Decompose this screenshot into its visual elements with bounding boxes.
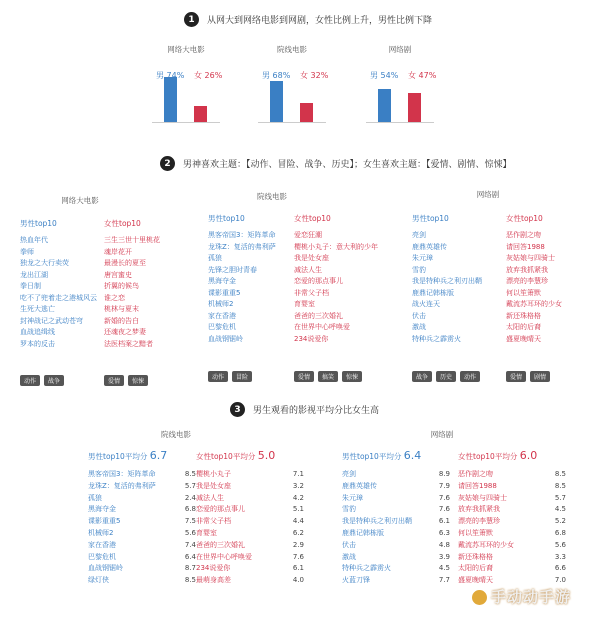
bar-male	[378, 89, 391, 122]
title-name: 火蓝刀锋	[342, 576, 370, 585]
title-score: 6.8	[184, 505, 196, 514]
score-row	[196, 516, 304, 528]
bar-chart-title: 网络剧	[388, 45, 412, 54]
male-top10-label: 男性top10	[412, 214, 449, 223]
list-item: 魂岸花开	[104, 247, 132, 256]
group-title: 院线电影	[257, 192, 287, 201]
score-row	[342, 563, 450, 575]
title-name: 最萌身高差	[196, 576, 231, 585]
group-title: 院线电影	[161, 430, 191, 439]
title-score: 4.5	[438, 564, 450, 573]
watermark	[472, 586, 571, 607]
section-2-number: 2	[160, 156, 175, 171]
section-2-text: 男神喜欢主题：【动作、冒险、战争、历史】；女生喜欢主题：【爱情、剧情、惊悚】	[183, 160, 512, 170]
score-row	[196, 504, 304, 516]
title-score: 6.1	[438, 517, 450, 526]
average-score: 6.7	[149, 449, 168, 462]
title-score: 6.6	[554, 564, 566, 573]
list-item: 热血年代	[20, 236, 48, 244]
list-item: 谍影重重5	[208, 288, 241, 297]
section-3-title	[230, 402, 379, 417]
title-name: 雪豹	[342, 505, 356, 514]
list-item: 在世界中心呼唤爱	[294, 323, 350, 331]
list-item: 盛夏晚晴天	[506, 334, 541, 343]
list-item: 恶作剧之吻	[506, 231, 541, 239]
male-top10-label: 男性top10	[20, 219, 57, 228]
average-score: 5.0	[257, 449, 276, 462]
header-text: 男性top10平均分	[88, 452, 148, 461]
score-row	[88, 575, 196, 587]
female-average-header	[458, 449, 537, 462]
bar-male-label	[370, 70, 398, 81]
list-item: 请回答1988	[506, 242, 545, 251]
list-item: 新婚的告白	[104, 316, 139, 325]
title-name: 新还珠格格	[458, 552, 493, 561]
bar-chart-baseline	[366, 122, 434, 123]
title-name: 234说爱你	[196, 564, 231, 573]
title-score: 6.1	[292, 564, 304, 573]
list-item: 戴流苏耳环的少女	[506, 300, 562, 308]
list-item: 灰姑娘与四骑士	[506, 254, 555, 262]
female-top10-list	[104, 235, 160, 350]
title-score: 3.2	[292, 481, 304, 490]
title-name: 黑客帝国3：矩阵革命	[88, 470, 156, 478]
list-item: 还魂夜之梦妻	[104, 328, 146, 336]
genre-tag: 爱情	[506, 371, 526, 382]
list-item: 减法人生	[294, 265, 322, 274]
section-2-title	[160, 156, 512, 171]
score-row	[458, 504, 566, 516]
list-item: 雪豹	[412, 265, 426, 274]
list-item: 折翼的候鸟	[104, 282, 139, 290]
average-score: 6.4	[403, 449, 422, 462]
title-name: 放弃我抓紧我	[458, 505, 500, 514]
genre-tag: 冒险	[232, 371, 252, 382]
title-score: 8.7	[184, 564, 196, 573]
title-name: 机械师2	[88, 528, 114, 537]
male-tags	[412, 371, 480, 382]
score-row	[458, 528, 566, 540]
title-score: 8.5	[184, 576, 196, 585]
score-row	[458, 552, 566, 564]
score-row	[342, 540, 450, 552]
series-name: 女	[408, 71, 416, 80]
bar-male	[164, 77, 177, 122]
title-score: 6.8	[554, 528, 566, 537]
genre-tag: 剧情	[530, 371, 550, 382]
list-item: 法医档案之黯者	[104, 339, 153, 348]
title-name: 鹿鼎记韩栋版	[342, 528, 384, 537]
male-top10-list	[412, 230, 482, 345]
female-tags	[104, 375, 148, 386]
list-item: 特种兵之霹雳火	[412, 334, 461, 343]
male-score-list	[342, 469, 450, 587]
score-row	[88, 540, 196, 552]
list-item: 最漫长的夏至	[104, 259, 146, 267]
list-item: 三生三世十里桃花	[104, 236, 160, 244]
title-score: 4.0	[292, 576, 304, 585]
score-row	[196, 469, 304, 481]
list-item: 非常父子档	[294, 288, 329, 297]
title-score: 8.5	[554, 481, 566, 490]
score-row	[196, 540, 304, 552]
title-name: 我是特种兵之利刃出鞘	[342, 517, 412, 526]
title-name: 恋爱的那点事儿	[196, 505, 245, 514]
series-name: 男	[156, 71, 164, 80]
title-name: 黑海夺金	[88, 505, 116, 514]
title-name: 漂亮的李慧珍	[458, 517, 500, 526]
list-item: 朱元璋	[412, 254, 433, 262]
series-name: 男	[262, 71, 270, 80]
score-row	[342, 481, 450, 493]
title-name: 血战钢锯岭	[88, 564, 123, 573]
title-name: 激战	[342, 552, 356, 561]
list-item: 放弃我抓紧我	[506, 265, 548, 274]
bar-chart-title: 网络大电影	[167, 45, 205, 54]
title-score: 8.5	[554, 470, 566, 478]
title-score: 7.6	[438, 493, 450, 502]
bar-female-label	[194, 70, 222, 81]
header-text: 女性top10平均分	[196, 452, 256, 461]
bar-male-label	[262, 70, 290, 81]
title-score: 7.7	[438, 576, 450, 585]
score-row	[88, 516, 196, 528]
score-row	[88, 528, 196, 540]
series-name: 女	[300, 71, 308, 80]
title-name: 太阳的后裔	[458, 564, 493, 573]
header-text: 男性top10平均分	[342, 452, 402, 461]
male-tags	[20, 375, 64, 386]
list-item: 生死大逃亡	[20, 305, 55, 313]
female-top10-label: 女性top10	[104, 219, 141, 228]
female-score-list	[458, 469, 566, 587]
bar-female	[300, 103, 313, 122]
title-score: 4.8	[438, 540, 450, 549]
genre-tag: 爱情	[104, 375, 124, 386]
score-row	[458, 516, 566, 528]
female-top10-list	[506, 230, 562, 345]
bar-female	[194, 106, 207, 122]
title-score: 8.5	[184, 470, 196, 478]
title-score: 7.4	[184, 540, 196, 549]
title-name: 盛夏晚晴天	[458, 576, 493, 585]
list-item: 吃不了兜着走之港城风云	[20, 293, 97, 302]
section-3-text: 男生观看的影视平均分比女生高	[253, 406, 380, 416]
title-name: 我是处女座	[196, 481, 231, 490]
value-label: 47%	[418, 71, 437, 80]
title-score: 5.7	[554, 493, 566, 502]
list-item: 巴黎危机	[208, 323, 236, 331]
score-row	[342, 528, 450, 540]
list-item: 机械师2	[208, 300, 234, 308]
title-score: 3.3	[554, 552, 566, 561]
female-top10-list	[294, 230, 378, 345]
header-text: 女性top10平均分	[458, 452, 518, 461]
list-item: 龙出江湖	[20, 270, 48, 279]
list-item: 龙珠Z：复活的弗利萨	[208, 242, 276, 251]
section-1-text: 从网大到网络电影到网剧，女性比例上升，男性比例下降	[207, 16, 433, 26]
genre-tag: 动作	[208, 371, 228, 382]
list-item: 伏击	[412, 311, 426, 320]
value-label: 32%	[310, 71, 329, 80]
average-score: 6.0	[519, 449, 538, 462]
list-item: 桃林与夏末	[104, 305, 139, 313]
score-row	[196, 493, 304, 505]
list-item: 血战钢锯岭	[208, 334, 243, 343]
score-row	[342, 469, 450, 481]
title-name: 何以笙箫默	[458, 528, 493, 537]
title-name: 谍影重重5	[88, 517, 121, 526]
bar-charts	[0, 38, 594, 138]
female-top10-label: 女性top10	[294, 214, 331, 223]
score-row	[342, 504, 450, 516]
bar-chart-baseline	[258, 122, 326, 123]
series-name: 男	[370, 71, 378, 80]
list-item: 太阳的后裔	[506, 323, 541, 331]
female-score-list	[196, 469, 304, 587]
title-name: 鹿鼎英雄传	[342, 481, 377, 490]
score-row	[88, 552, 196, 564]
list-item: 鹿鼎英雄传	[412, 242, 447, 251]
title-score: 6.4	[184, 552, 196, 561]
title-score: 4.4	[292, 517, 304, 526]
title-score: 4.2	[292, 493, 304, 502]
list-item: 激战	[412, 323, 426, 331]
score-row	[458, 563, 566, 575]
genre-tag: 动作	[20, 375, 40, 386]
score-row	[342, 575, 450, 587]
list-item: 独龙之大行卖荧	[20, 259, 69, 267]
title-name: 樱桃小丸子	[196, 470, 231, 478]
title-name: 家在香港	[88, 540, 116, 549]
score-row	[88, 563, 196, 575]
list-item: 封神战记之武动苍穹	[20, 316, 83, 325]
score-row	[342, 493, 450, 505]
title-name: 绿灯侠	[88, 576, 109, 585]
title-name: 减法人生	[196, 493, 224, 502]
score-row	[196, 528, 304, 540]
title-score: 7.1	[292, 470, 304, 478]
title-score: 3.9	[438, 552, 450, 561]
genre-tag: 惊悚	[342, 371, 362, 382]
section-1-number: 1	[184, 12, 199, 27]
list-item: 漂亮的李慧珍	[506, 277, 548, 285]
title-name: 孤狼	[88, 493, 102, 502]
bar-male	[270, 81, 283, 122]
male-tags	[208, 371, 252, 382]
section-3-number: 3	[230, 402, 245, 417]
title-score: 5.1	[292, 505, 304, 514]
section-1-title	[184, 12, 432, 27]
score-row	[196, 563, 304, 575]
title-name: 恶作剧之吻	[458, 470, 493, 478]
title-name: 爸爸的三次婚礼	[196, 540, 245, 549]
list-item: 我是特种兵之利刃出鞘	[412, 277, 482, 285]
score-lists	[0, 425, 594, 610]
title-score: 2.4	[184, 493, 196, 502]
title-score: 8.9	[438, 470, 450, 478]
genre-tag: 战争	[44, 375, 64, 386]
title-name: 巴黎危机	[88, 552, 116, 561]
title-score: 6.2	[292, 528, 304, 537]
score-row	[458, 481, 566, 493]
bar-chart-baseline	[152, 122, 220, 123]
list-item: 亮剑	[412, 231, 426, 239]
female-tags	[506, 371, 550, 382]
score-row	[88, 504, 196, 516]
score-row	[458, 469, 566, 481]
score-row	[458, 493, 566, 505]
list-item: 血战追缉线	[20, 328, 55, 336]
title-score: 7.0	[554, 576, 566, 585]
list-item: 先锋之胆时青春	[208, 265, 257, 274]
male-score-list	[88, 469, 196, 587]
title-name: 戴流苏耳环的少女	[458, 540, 514, 549]
title-name: 非常父子档	[196, 517, 231, 526]
list-item: 谁之恋	[104, 293, 125, 302]
watermark-text: 手动动手游	[491, 588, 572, 606]
genre-tag: 动作	[460, 371, 480, 382]
score-row	[458, 540, 566, 552]
list-item: 唐宫蜜史	[104, 270, 132, 279]
female-average-header	[196, 449, 275, 462]
list-item: 孤狼	[208, 254, 222, 262]
title-name: 在世界中心呼唤爱	[196, 552, 252, 561]
list-item: 育婴室	[294, 300, 315, 308]
score-row	[88, 469, 196, 481]
list-item: 黑海夺金	[208, 277, 236, 285]
title-score: 7.9	[438, 481, 450, 490]
list-item: 鹿鼎记韩栋版	[412, 288, 454, 297]
score-row	[88, 493, 196, 505]
group-title: 网络剧	[430, 430, 454, 439]
male-average-header	[342, 449, 421, 462]
title-score: 5.6	[554, 540, 566, 549]
title-name: 朱元璋	[342, 493, 363, 502]
group-title: 网络大电影	[61, 196, 99, 205]
score-row	[196, 552, 304, 564]
title-score: 4.5	[554, 505, 566, 514]
male-top10-label: 男性top10	[208, 214, 245, 223]
list-item: 爱恋狂潮	[294, 231, 322, 239]
score-row	[196, 481, 304, 493]
female-tags	[294, 371, 362, 382]
title-name: 特种兵之霹雳火	[342, 564, 391, 573]
list-item: 战火连天	[412, 300, 440, 308]
title-score: 5.6	[184, 528, 196, 537]
bar-chart-title: 院线电影	[277, 45, 307, 54]
list-item: 何以笙箫默	[506, 288, 541, 297]
value-label: 26%	[204, 71, 223, 80]
list-item: 拳日制	[20, 282, 41, 290]
list-item: 新还珠格格	[506, 311, 541, 320]
male-top10-list	[20, 235, 97, 350]
genre-tag: 战争	[412, 371, 432, 382]
title-score: 7.6	[292, 552, 304, 561]
list-item: 家在香港	[208, 311, 236, 320]
title-name: 灰姑娘与四骑士	[458, 493, 507, 502]
value-label: 68%	[272, 71, 291, 80]
list-item: 爸爸的三次婚礼	[294, 311, 343, 320]
score-row	[196, 575, 304, 587]
male-top10-list	[208, 230, 276, 345]
bar-female-label	[408, 70, 436, 81]
bar-female-label	[300, 70, 328, 81]
male-average-header	[88, 449, 167, 462]
top10-lists	[0, 185, 594, 395]
watermark-logo-icon	[472, 590, 487, 605]
value-label: 74%	[166, 71, 185, 80]
title-score: 7.5	[184, 517, 196, 526]
genre-tag: 爱情	[294, 371, 314, 382]
list-item: 恋爱的那点事儿	[294, 277, 343, 285]
list-item: 我是处女座	[294, 254, 329, 262]
list-item: 234说爱你	[294, 334, 329, 343]
title-name: 龙珠Z：复活的弗利萨	[88, 481, 156, 490]
list-item: 樱桃小丸子：意大利的少年	[294, 242, 378, 251]
genre-tag: 搞笑	[318, 371, 338, 382]
title-score: 7.6	[438, 505, 450, 514]
score-row	[342, 516, 450, 528]
female-top10-label: 女性top10	[506, 214, 543, 223]
group-title: 网络剧	[476, 190, 500, 199]
genre-tag: 历史	[436, 371, 456, 382]
bar-female	[408, 93, 421, 122]
title-score: 5.2	[554, 517, 566, 526]
list-item: 拳师	[20, 247, 34, 256]
score-row	[88, 481, 196, 493]
list-item: 罗本的反击	[20, 339, 55, 348]
title-name: 育婴室	[196, 528, 217, 537]
title-score: 5.7	[184, 481, 196, 490]
series-name: 女	[194, 71, 202, 80]
list-item: 黑客帝国3：矩阵革命	[208, 231, 276, 239]
score-row	[342, 552, 450, 564]
value-label: 54%	[380, 71, 399, 80]
bar-male-label	[156, 70, 184, 81]
title-name: 请回答1988	[458, 481, 497, 490]
title-name: 伏击	[342, 540, 356, 549]
title-score: 2.9	[292, 540, 304, 549]
title-score: 6.3	[438, 528, 450, 537]
genre-tag: 惊悚	[128, 375, 148, 386]
title-name: 亮剑	[342, 470, 356, 478]
